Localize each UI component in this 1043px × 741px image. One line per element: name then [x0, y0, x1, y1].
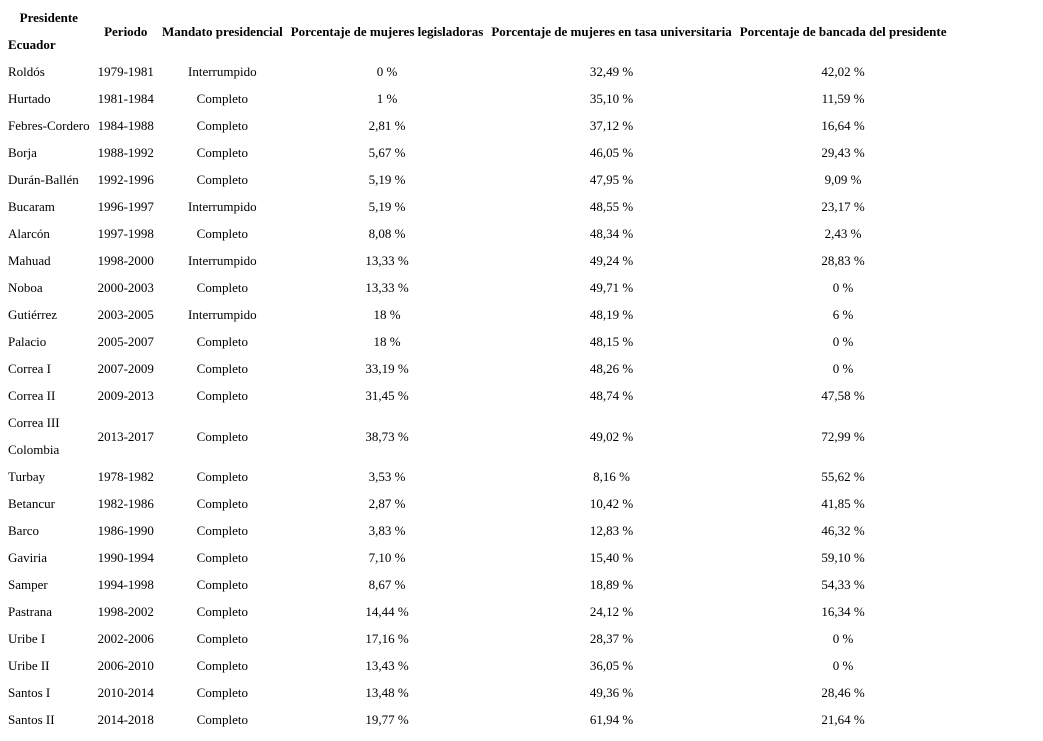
cell-president: Palacio — [8, 334, 47, 349]
table-row — [4, 247, 950, 274]
cell-president: Bucaram — [8, 199, 55, 214]
cell-president-caucus: 6 % — [832, 307, 854, 322]
table-row — [4, 571, 950, 598]
cell-president-caucus: 28,83 % — [821, 253, 865, 268]
cell-president-caucus: 54,33 % — [821, 577, 865, 592]
cell-women-legislators: 18 % — [373, 307, 401, 322]
cell-period: 2003-2005 — [97, 307, 154, 322]
cell-president-caucus: 42,02 % — [821, 64, 865, 79]
cell-president-caucus: 72,99 % — [821, 428, 865, 444]
cell-women-legislators: 0 % — [376, 64, 398, 79]
cell-period: 1981-1984 — [97, 91, 154, 106]
cell-women-legislators: 5,67 % — [368, 145, 406, 160]
table-row — [4, 598, 950, 625]
cell-period: 1994-1998 — [97, 577, 154, 592]
cell-women-university: 48,34 % — [589, 226, 634, 241]
table-row — [4, 328, 950, 355]
cell-president-caucus: 16,34 % — [821, 604, 865, 619]
cell-women-university: 47,95 % — [589, 172, 634, 187]
cell-women-legislators: 5,19 % — [368, 199, 406, 214]
cell-period: 1990-1994 — [97, 550, 154, 565]
cell-president — [4, 409, 94, 463]
cell-women-university: 28,37 % — [589, 631, 634, 646]
cell-women-legislators: 1 % — [376, 91, 398, 106]
cell-women-university: 48,26 % — [589, 361, 634, 376]
cell-mandate: Interrumpido — [188, 307, 257, 322]
cell-president: Betancur — [8, 496, 55, 511]
cell-women-university: 46,05 % — [589, 145, 634, 160]
cell-women-legislators: 3,83 % — [368, 523, 406, 538]
table-row — [4, 193, 950, 220]
cell-president: Uribe I — [8, 631, 46, 646]
table-row — [4, 652, 950, 679]
cell-president-caucus: 29,43 % — [821, 145, 865, 160]
cell-mandate: Completo — [196, 685, 248, 700]
group-label-colombia: Colombia — [8, 442, 60, 457]
cell-women-university: 49,02 % — [589, 428, 634, 444]
cell-period: 1978-1982 — [97, 469, 154, 484]
cell-president-caucus: 21,64 % — [821, 712, 865, 727]
cell-mandate: Completo — [196, 91, 248, 106]
table-row — [4, 220, 950, 247]
cell-mandate: Completo — [196, 172, 248, 187]
cell-president-caucus: 0 % — [832, 658, 854, 673]
cell-women-university: 10,42 % — [589, 496, 634, 511]
table-row — [4, 382, 950, 409]
cell-period: 2006-2010 — [97, 658, 154, 673]
cell-president-caucus: 11,59 % — [821, 91, 865, 106]
cell-president-name: Correa III — [8, 415, 60, 430]
cell-women-legislators: 33,19 % — [365, 361, 409, 376]
header-presidente — [4, 4, 94, 58]
cell-president-caucus: 46,32 % — [821, 523, 865, 538]
cell-mandate: Completo — [196, 523, 248, 538]
cell-mandate: Completo — [196, 145, 248, 160]
cell-period: 2013-2017 — [97, 428, 154, 444]
cell-mandate: Completo — [196, 604, 248, 619]
header-mujeres-legisladoras: Porcentaje de mujeres legisladoras — [290, 23, 484, 39]
cell-women-legislators: 2,87 % — [368, 496, 406, 511]
cell-women-university: 8,16 % — [593, 469, 630, 484]
cell-period: 2007-2009 — [97, 361, 154, 376]
cell-women-legislators: 7,10 % — [368, 550, 406, 565]
cell-women-university: 32,49 % — [589, 64, 634, 79]
cell-president: Hurtado — [8, 91, 51, 106]
cell-period: 1997-1998 — [97, 226, 154, 241]
header-mujeres-universitaria: Porcentaje de mujeres en tasa universitaria — [491, 23, 732, 39]
cell-president-caucus: 28,46 % — [821, 685, 865, 700]
cell-president: Durán-Ballén — [8, 172, 79, 187]
cell-period: 1996-1997 — [97, 199, 154, 214]
cell-president-caucus: 55,62 % — [821, 469, 865, 484]
presidents-table — [4, 4, 950, 733]
cell-president: Mahuad — [8, 253, 51, 268]
cell-women-university: 12,83 % — [589, 523, 634, 538]
table-row — [4, 517, 950, 544]
cell-period: 2002-2006 — [97, 631, 154, 646]
cell-president-caucus: 0 % — [832, 334, 854, 349]
cell-president-caucus: 41,85 % — [821, 496, 865, 511]
cell-women-university: 48,15 % — [589, 334, 634, 349]
cell-president-caucus: 0 % — [832, 361, 854, 376]
cell-mandate: Completo — [196, 631, 248, 646]
cell-women-legislators: 17,16 % — [365, 631, 409, 646]
table-row — [4, 274, 950, 301]
cell-period: 1998-2002 — [97, 604, 154, 619]
cell-women-legislators: 2,81 % — [368, 118, 406, 133]
cell-women-legislators: 13,33 % — [365, 253, 409, 268]
cell-women-university: 37,12 % — [589, 118, 634, 133]
cell-president-caucus: 16,64 % — [821, 118, 865, 133]
cell-president-caucus: 9,09 % — [824, 172, 862, 187]
table-row — [4, 139, 950, 166]
cell-women-university: 48,74 % — [589, 388, 634, 403]
cell-president: Gutiérrez — [8, 307, 58, 322]
cell-mandate: Completo — [196, 550, 248, 565]
cell-period: 1998-2000 — [97, 253, 154, 268]
cell-period: 2010-2014 — [97, 685, 154, 700]
table-row — [4, 85, 950, 112]
cell-mandate: Completo — [196, 118, 248, 133]
cell-president: Uribe II — [8, 658, 50, 673]
cell-women-university: 48,55 % — [589, 199, 634, 214]
cell-women-university: 61,94 % — [589, 712, 634, 727]
cell-mandate: Completo — [196, 334, 248, 349]
cell-period: 1982-1986 — [97, 496, 154, 511]
cell-women-university: 49,36 % — [589, 685, 634, 700]
cell-women-university: 18,89 % — [589, 577, 634, 592]
cell-women-legislators: 13,48 % — [365, 685, 409, 700]
cell-president: Noboa — [8, 280, 43, 295]
cell-women-legislators: 31,45 % — [365, 388, 409, 403]
cell-president: Correa I — [8, 361, 51, 376]
cell-women-legislators: 19,77 % — [365, 712, 409, 727]
cell-mandate: Interrumpido — [188, 253, 257, 268]
cell-president: Santos I — [8, 685, 51, 700]
table-row — [4, 679, 950, 706]
cell-president-caucus: 23,17 % — [821, 199, 865, 214]
cell-mandate: Completo — [196, 658, 248, 673]
cell-mandate: Completo — [196, 496, 248, 511]
cell-president-caucus: 0 % — [832, 631, 854, 646]
cell-women-legislators: 38,73 % — [365, 428, 409, 444]
table-row — [4, 625, 950, 652]
cell-women-legislators: 8,08 % — [368, 226, 406, 241]
cell-mandate: Completo — [196, 226, 248, 241]
cell-women-legislators: 18 % — [373, 334, 401, 349]
header-row — [4, 4, 950, 58]
table-row — [4, 166, 950, 193]
cell-period: 2009-2013 — [97, 388, 154, 403]
cell-president-caucus: 47,58 % — [821, 388, 865, 403]
cell-mandate: Completo — [196, 361, 248, 376]
cell-women-legislators: 13,43 % — [365, 658, 409, 673]
cell-president: Gaviria — [8, 550, 47, 565]
cell-president: Alarcón — [8, 226, 50, 241]
cell-president-caucus: 59,10 % — [821, 550, 865, 565]
cell-women-university: 24,12 % — [589, 604, 634, 619]
cell-mandate: Completo — [196, 280, 248, 295]
cell-president: Roldós — [8, 64, 45, 79]
table-row — [4, 409, 950, 463]
table-row — [4, 112, 950, 139]
cell-mandate: Completo — [196, 428, 248, 444]
table-row — [4, 355, 950, 382]
cell-women-legislators: 5,19 % — [368, 172, 406, 187]
cell-mandate: Interrumpido — [188, 64, 257, 79]
cell-women-university: 15,40 % — [589, 550, 634, 565]
cell-president: Santos II — [8, 712, 55, 727]
cell-president: Borja — [8, 145, 37, 160]
table-body — [4, 58, 950, 733]
cell-women-university: 49,24 % — [589, 253, 634, 268]
table-row — [4, 463, 950, 490]
table-row — [4, 301, 950, 328]
table-row — [4, 58, 950, 85]
cell-women-legislators: 13,33 % — [365, 280, 409, 295]
cell-mandate: Interrumpido — [188, 199, 257, 214]
cell-period: 1979-1981 — [97, 64, 154, 79]
cell-mandate: Completo — [196, 388, 248, 403]
cell-president: Turbay — [8, 469, 46, 484]
group-label-ecuador: Ecuador — [8, 37, 56, 52]
cell-period: 2000-2003 — [97, 280, 154, 295]
cell-president-caucus: 2,43 % — [824, 226, 862, 241]
cell-period: 1988-1992 — [97, 145, 154, 160]
cell-period: 1986-1990 — [97, 523, 154, 538]
cell-women-legislators: 3,53 % — [368, 469, 406, 484]
cell-period: 2005-2007 — [97, 334, 154, 349]
cell-mandate: Completo — [196, 469, 248, 484]
table-row — [4, 544, 950, 571]
cell-president: Febres-Cordero — [8, 118, 90, 133]
header-bancada-presidente: Porcentaje de bancada del presidente — [739, 23, 947, 39]
cell-mandate: Completo — [196, 712, 248, 727]
cell-president: Samper — [8, 577, 48, 592]
cell-president: Barco — [8, 523, 40, 538]
header-presidente-label: Presidente — [19, 10, 78, 25]
cell-women-legislators: 14,44 % — [365, 604, 409, 619]
cell-mandate: Completo — [196, 577, 248, 592]
cell-president: Correa II — [8, 388, 56, 403]
cell-period: 1984-1988 — [97, 118, 154, 133]
cell-women-legislators: 8,67 % — [368, 577, 406, 592]
header-periodo: Periodo — [104, 23, 148, 39]
header-mandato: Mandato presidencial — [161, 23, 283, 39]
cell-women-university: 36,05 % — [589, 658, 634, 673]
cell-period: 2014-2018 — [97, 712, 154, 727]
cell-women-university: 49,71 % — [589, 280, 634, 295]
cell-women-university: 35,10 % — [589, 91, 634, 106]
cell-president: Pastrana — [8, 604, 53, 619]
cell-president-caucus: 0 % — [832, 280, 854, 295]
table-row — [4, 706, 950, 733]
table-row — [4, 490, 950, 517]
cell-period: 1992-1996 — [97, 172, 154, 187]
cell-women-university: 48,19 % — [589, 307, 634, 322]
